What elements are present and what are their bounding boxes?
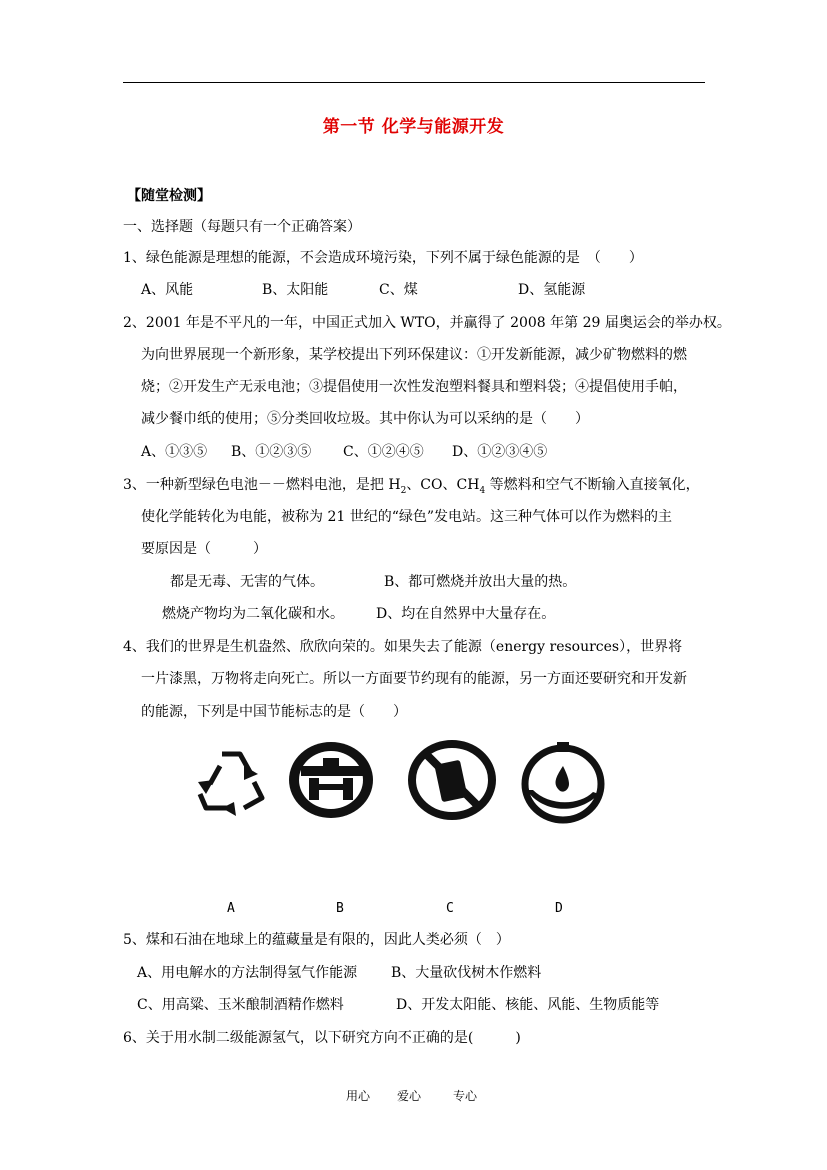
no-oil-barrel-icon xyxy=(408,740,496,820)
q1-option-d: D、氢能源 xyxy=(518,282,586,298)
q5-option-b: B、大量砍伐树木作燃料 xyxy=(391,965,542,981)
q3-line-3: 要原因是（ ） xyxy=(141,541,267,557)
q2-option-c: C、①②④⑤ xyxy=(343,444,424,460)
q2-option-b: B、①②③⑤ xyxy=(231,444,312,460)
q4-label-d: D xyxy=(555,901,563,916)
q3-line-2: 使化学能转化为电能，被称为 21 世纪的“绿色”发电站。这三种气体可以作为燃料的主 xyxy=(141,509,673,525)
footer-text-3: 专心 xyxy=(453,1089,478,1103)
footer-text-1: 用心 xyxy=(346,1089,371,1103)
header-rule xyxy=(123,82,705,83)
q3-line-1: 3、一种新型绿色电池－－燃料电池，是把 $H_2$、CO、$CH_4$ 等燃料和空气不断输入直接氧化， xyxy=(123,477,700,496)
q6-stem: 6、关于用水制二级能源氢气，以下研究方向不正确的是( ) xyxy=(123,1030,521,1046)
q2-option-a: A、①③⑤ xyxy=(141,444,208,460)
q4-line-2: 一片漆黑，万物将走向死亡。所以一方面要节约现有的能源，另一方面还要研究和开发新 xyxy=(141,671,687,687)
page-title: 第一节 化学与能源开发 xyxy=(322,117,505,137)
q2-line-2: 为向世界展现一个新形象，某学校提出下列环保建议：①开发新能源，减少矿物燃料的燃 xyxy=(141,347,687,363)
q4-line-3: 的能源，下列是中国节能标志的是（ ） xyxy=(141,704,407,720)
q2-line-3: 烧；②开发生产无汞电池；③提倡使用一次性发泡塑料餐具和塑料袋；④提倡使用手帕， xyxy=(141,379,687,395)
q2-line-4: 减少餐巾纸的使用；⑤分类回收垃圾。其中你认为可以采纳的是（ ） xyxy=(141,411,589,427)
q4-label-c: C xyxy=(446,901,454,916)
q1-option-a: A、风能 xyxy=(141,282,194,298)
section-heading: 【随堂检测】 xyxy=(127,188,211,204)
q3-option-b: B、都可燃烧并放出大量的热。 xyxy=(384,574,577,590)
part-heading: 一、选择题（每题只有一个正确答案） xyxy=(123,219,361,235)
q1-option-b: B、太阳能 xyxy=(262,282,329,298)
q4-label-b: B xyxy=(336,901,344,916)
q3-option-a: 都是无毒、无害的气体。 xyxy=(170,574,324,590)
q5-option-a: A、用电解水的方法制得氢气作能源 xyxy=(137,965,358,981)
footer-text-2: 爱心 xyxy=(397,1089,422,1103)
energy-saving-logo-icon xyxy=(287,740,375,820)
q3-option-c: 燃烧产物均为二氧化碳和水。 xyxy=(162,606,344,622)
q5-stem: 5、煤和石油在地球上的蕴藏量是有限的，因此人类必须（ ） xyxy=(123,932,510,948)
water-drop-hand-icon xyxy=(519,740,607,824)
q2-line-1: 2、2001 年是不平凡的一年，中国正式加入 WTO，并赢得了 2008 年第 29 届奥运会的举办权。 xyxy=(123,315,731,331)
q2-option-d: D、①②③④⑤ xyxy=(452,444,548,460)
q5-option-c: C、用高粱、玉米酿制酒精作燃料 xyxy=(137,997,344,1013)
recycle-icon xyxy=(192,744,272,818)
q5-option-d: D、开发太阳能、核能、风能、生物质能等 xyxy=(396,997,660,1013)
q3-option-d: D、均在自然界中大量存在。 xyxy=(376,606,556,622)
q4-label-a: A xyxy=(227,901,235,916)
q1-option-c: C、煤 xyxy=(379,282,418,298)
q1-stem: 1、绿色能源是理想的能源，不会造成环境污染，下列不属于绿色能源的是 （ ） xyxy=(123,250,643,266)
q4-line-1: 4、我们的世界是生机盎然、欣欣向荣的。如果失去了能源（energy resources），世界将 xyxy=(123,639,683,655)
